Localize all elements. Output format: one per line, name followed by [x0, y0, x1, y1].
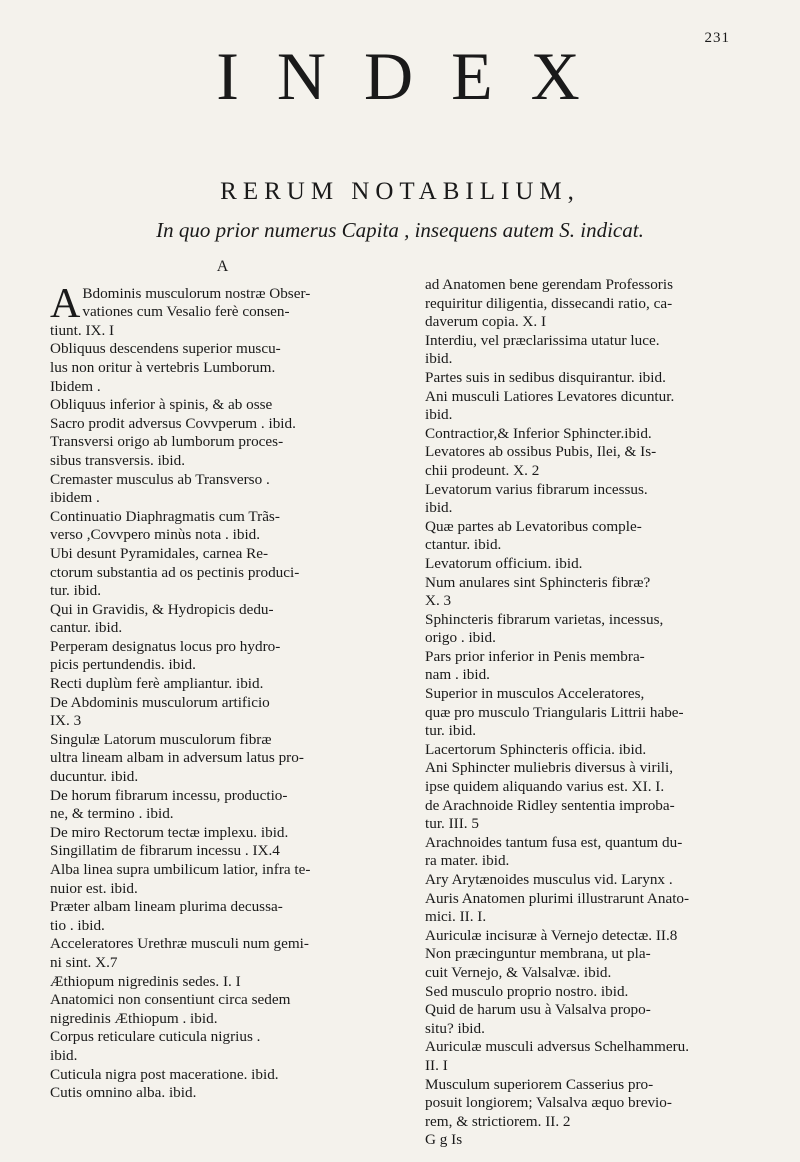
index-line: lus non oritur à vertebris Lumborum.	[50, 358, 276, 376]
index-line: Alba linea supra umbilicum latior, infra te-	[50, 861, 311, 878]
index-line: origo . ibid.	[425, 629, 496, 647]
index-line: Continuatio Diaphragmatis cum Trãs-	[50, 507, 280, 525]
index-line: Levatorum officium. ibid.	[425, 554, 583, 572]
index-line: Quid de harum usu à Valsalva propo-	[425, 1001, 651, 1019]
page-number: 231	[704, 30, 730, 46]
index-line: Singulæ Latorum musculorum fibræ	[50, 730, 272, 748]
index-caption: In quo prior numerus Capita , insequens autem S. indicat.	[156, 218, 644, 242]
index-line: de Arachnoide Ridley sententia improba-	[425, 796, 675, 814]
index-line: De miro Rectorum tectæ implexu. ibid.	[50, 823, 289, 841]
index-line: sibus transversis. ibid.	[50, 451, 185, 469]
index-line: tio . ibid.	[50, 916, 105, 934]
index-line: vationes cum Vesalio ferè consen-	[82, 303, 290, 321]
index-line: Ani musculi Latiores Levatores dicuntur.	[425, 387, 675, 405]
index-line: Anatomici non consentiunt circa sedem	[50, 991, 291, 1009]
index-line: Lacertorum Sphincteris officia. ibid.	[425, 740, 647, 758]
index-line: Qui in Gravidis, & Hydropicis dedu-	[50, 600, 274, 618]
index-line: De Abdominis musculorum artificio	[50, 693, 270, 711]
index-line: ra mater. ibid.	[425, 852, 510, 870]
index-line: situ? ibid.	[425, 1019, 485, 1037]
index-line: Ubi desunt Pyramidales, carnea Re-	[50, 544, 269, 562]
index-line: Quæ partes ab Levatoribus comple-	[425, 517, 642, 535]
index-line: tur. III. 5	[425, 815, 479, 833]
index-line: ibid.	[425, 406, 453, 424]
index-line: ipse quidem aliquando varius est. XI. I.	[425, 778, 665, 796]
index-line: ibid.	[425, 350, 453, 368]
index-line: Singillatim de fibrarum incessu . IX.4	[50, 842, 280, 860]
index-line: ctorum substantia ad os pectinis produci-	[50, 563, 300, 581]
index-line: Levatores ab ossibus Pubis, Ilei, & Is-	[425, 443, 657, 461]
index-line: Num anulares sint Sphincteris fibræ?	[425, 573, 651, 591]
drop-cap: A	[50, 280, 81, 327]
index-line: chii prodeunt. X. 2	[425, 461, 540, 479]
index-line: tur. ibid.	[425, 722, 477, 740]
index-line: ctantur. ibid.	[425, 536, 502, 554]
index-line: mici. II. I.	[425, 908, 487, 926]
page-subtitle: RERUM NOTABILIUM,	[220, 178, 580, 205]
right-column	[425, 276, 760, 1150]
index-line: Corpus reticulare cuticula nigrius .	[50, 1028, 261, 1046]
index-line: IX. 3	[50, 712, 82, 730]
index-line: Auriculæ incisuræ à Vernejo detectæ. II.8	[425, 926, 678, 944]
index-line: Perperam designatus locus pro hydro-	[50, 637, 281, 655]
index-line: ibid.	[50, 1046, 78, 1064]
index-line: Acceleratores Urethræ musculi num gemi-	[50, 935, 309, 953]
index-line: verso ,Covvpero minùs nota . ibid.	[50, 526, 261, 544]
index-line: Cuticula nigra post maceratione. ibid.	[50, 1065, 279, 1083]
index-line: Levatorum varius fibrarum incessus.	[425, 480, 648, 498]
index-line: quæ pro musculo Triangularis Littrii habe-	[425, 703, 684, 721]
index-line: Arachnoides tantum fusa est, quantum du-	[425, 833, 683, 851]
index-line: Obliquus inferior à spinis, & ab osse	[50, 396, 273, 414]
index-line: ibidem .	[50, 489, 100, 507]
section-letter: A	[216, 258, 229, 275]
index-line: Auris Anatomen plurimi illustrarunt Anato-	[425, 889, 690, 907]
index-line: X. 3	[425, 592, 452, 610]
index-line: nigredinis Æthiopum . ibid.	[50, 1009, 218, 1027]
index-line: Musculum superiorem Casserius pro-	[425, 1075, 654, 1093]
index-line: cantur. ibid.	[50, 619, 123, 637]
index-line: nuior est. ibid.	[50, 879, 138, 897]
index-line: II. I	[425, 1056, 448, 1074]
index-line: G g Is	[425, 1131, 463, 1149]
index-line: Ibidem .	[50, 377, 101, 395]
index-line: Sed musculo proprio nostro. ibid.	[425, 982, 629, 1000]
index-line: ultra lineam albam in adversum latus pro-	[50, 749, 304, 767]
index-line: rem, & strictiorem. II. 2	[425, 1112, 571, 1130]
index-line: ni sint. X.7	[50, 953, 118, 971]
index-line: Recti duplùm ferè ampliantur. ibid.	[50, 675, 264, 693]
index-line: posuit longiorem; Valsalva æquo brevio-	[425, 1094, 672, 1112]
index-line: Obliquus descendens superior muscu-	[50, 340, 281, 358]
index-line: requiritur diligentia, dissecandi ratio, ca-	[425, 294, 673, 312]
index-line: De horum fibrarum incessu, productio-	[50, 786, 288, 804]
index-line: Sphincteris fibrarum varietas, incessus,	[425, 610, 664, 628]
index-line: cuit Vernejo, & Valsalvæ. ibid.	[425, 963, 612, 981]
index-line: Præter albam lineam plurima decussa-	[50, 898, 283, 916]
index-line: Cremaster musculus ab Transverso .	[50, 470, 270, 488]
index-line: daverum copia. X. I	[425, 313, 547, 331]
index-line: Pars prior inferior in Penis membra-	[425, 647, 645, 665]
index-line: Sacro prodit adversus Covvperum . ibid.	[50, 414, 296, 432]
index-line: Æthiopum nigredinis sedes. I. I	[50, 972, 241, 990]
index-line: Bdominis musculorum nostræ Obser-	[82, 284, 311, 302]
index-line: nam . ibid.	[425, 666, 490, 684]
index-line: ducuntur. ibid.	[50, 768, 139, 786]
index-line: Transversi origo ab lumborum proces-	[50, 433, 284, 451]
index-line: ad Anatomen bene gerendam Professoris	[425, 276, 673, 293]
index-line: tiunt. IX. I	[50, 321, 115, 339]
index-line: Superior in musculos Acceleratores,	[425, 685, 645, 703]
index-line: Cutis omnino alba. ibid.	[50, 1084, 197, 1102]
index-line: Auriculæ musculi adversus Schelhammeru.	[425, 1038, 690, 1056]
index-line: Interdiu, vel præclarissima utatur luce.	[425, 331, 660, 349]
page-title: INDEX	[216, 38, 618, 114]
index-line: Ary Arytænoides musculus vid. Larynx .	[425, 871, 673, 888]
index-line: picis pertundendis. ibid.	[50, 656, 196, 674]
index-line: tur. ibid.	[50, 582, 102, 600]
index-line: Non præcinguntur membrana, ut pla-	[425, 945, 651, 963]
index-line: ibid.	[425, 499, 453, 517]
index-line: ne, & termino . ibid.	[50, 805, 174, 823]
index-line: Ani Sphincter muliebris diversus à virili,	[425, 759, 674, 777]
index-line: Partes suis in sedibus disquirantur. ibid.	[425, 368, 666, 386]
left-column	[50, 258, 395, 1103]
index-line: Contractior,& Inferior Sphincter.ibid.	[425, 424, 652, 442]
